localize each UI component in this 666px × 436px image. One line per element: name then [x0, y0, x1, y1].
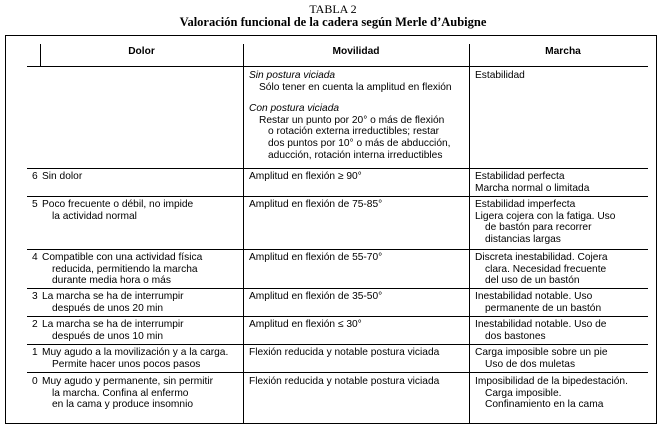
dolor-cell — [42, 376, 213, 411]
cell-line: Poco frecuente o débil, no impide — [42, 199, 194, 210]
marcha-cell — [475, 347, 608, 370]
column-header-movilidad: Movilidad — [332, 46, 380, 57]
cell-line: del uso de un bastón — [485, 275, 580, 287]
marcha-cell — [475, 252, 608, 287]
column-divider — [469, 44, 470, 424]
score: 5 — [32, 199, 38, 210]
cell-line: Estabilidad perfecta — [475, 171, 565, 182]
score: 6 — [32, 171, 38, 182]
cell-line: dos bastones — [485, 330, 546, 342]
intro-heading: Con postura viciada — [249, 103, 340, 115]
movilidad-cell: Flexión reducida y notable postura viciada — [249, 376, 440, 387]
header-rule — [27, 66, 648, 67]
movilidad-intro — [249, 70, 452, 161]
cell-line: Carga imposible. — [485, 387, 562, 399]
movilidad-cell: Amplitud en flexión ≥ 90° — [249, 171, 362, 182]
cell-line: de bastón para recorrer — [485, 222, 592, 234]
row-rule — [27, 288, 648, 289]
cell-line: Confinamiento en la cama — [485, 399, 604, 411]
movilidad-cell: Amplitud en flexión de 35-50° — [249, 291, 383, 302]
dolor-cell — [42, 171, 82, 183]
marcha-cell — [475, 171, 589, 194]
intro-line: o rotación externa irreductibles; restar — [268, 126, 440, 138]
row-rule — [27, 249, 648, 250]
score: 4 — [32, 252, 38, 263]
score: 3 — [32, 291, 38, 302]
cell-line: la actividad normal — [52, 210, 137, 222]
cell-line: Uso de dos muletas — [485, 358, 576, 370]
cell-line: durante media hora o más — [52, 275, 171, 287]
table-label: TABLA 2 — [309, 2, 357, 16]
column-header-marcha: Marcha — [545, 46, 581, 57]
movilidad-cell: Amplitud en flexión de 75-85° — [249, 199, 383, 210]
cell-line: Estabilidad imperfecta — [475, 199, 576, 210]
cell-line: Imposibilidad de la bipedestación. — [475, 376, 628, 387]
column-header-dolor: Dolor — [128, 46, 155, 57]
dolor-cell — [42, 319, 184, 342]
marcha-cell — [475, 199, 615, 245]
row-rule — [27, 196, 648, 197]
movilidad-cell: Amplitud en flexión de 55-70° — [249, 252, 383, 263]
cell-line: después de unos 10 min — [52, 330, 164, 342]
dolor-cell — [42, 347, 228, 370]
cell-line: Inestabilidad notable. Uso — [475, 291, 593, 302]
row-rule — [27, 168, 648, 169]
cell-line: reducida, permitiendo la marcha — [52, 263, 198, 275]
dolor-cell — [42, 252, 202, 287]
score: 1 — [32, 347, 38, 358]
movilidad-cell: Flexión reducida y notable postura viciada — [249, 347, 440, 358]
dolor-cell — [42, 199, 193, 222]
marcha-cell — [475, 376, 628, 411]
cell-line: distancias largas — [485, 233, 561, 245]
intro-line: Sólo tener en cuenta la amplitud en flexión — [259, 81, 452, 93]
marcha-cell — [475, 291, 601, 314]
intro-line: aducción, rotación interna irreductibles — [268, 149, 443, 161]
table-heading: Valoración funcional de la cadera según Merle d’Aubigne — [179, 15, 487, 29]
column-divider — [243, 44, 244, 424]
cell-line: Permite hacer unos pocos pasos — [52, 358, 201, 370]
movilidad-cell: Amplitud en flexión ≤ 30° — [249, 319, 362, 330]
cell-line: Muy agudo a la movilización y a la carga. — [42, 347, 229, 358]
header-tick — [40, 44, 41, 66]
cell-line: Inestabilidad notable. Uso de — [475, 319, 607, 330]
intro-line: Restar un punto por 20° o más de flexión — [259, 114, 445, 126]
cell-line: Marcha normal o limitada — [475, 182, 590, 194]
cell-line: Carga imposible sobre un pie — [475, 347, 608, 358]
marcha-intro: Estabilidad — [475, 70, 525, 81]
intro-line: dos puntos por 10° o más de abducción, — [268, 137, 451, 149]
cell-line: Ligera cojera con la fatiga. Uso — [475, 210, 616, 222]
cell-line: clara. Necesidad frecuente — [485, 263, 607, 275]
row-rule — [27, 372, 648, 373]
cell-line: Compatible con una actividad física — [42, 252, 203, 263]
intro-heading: Sin postura viciada — [249, 70, 336, 81]
cell-line: permanente de un bastón — [485, 302, 602, 314]
cell-line: en la cama y produce insomnio — [52, 399, 194, 411]
cell-line: Sin dolor — [42, 171, 83, 182]
cell-line: Muy agudo y permanente, sin permitir — [42, 376, 214, 387]
cell-line: Discreta inestabilidad. Cojera — [475, 252, 608, 263]
cell-line: después de unos 20 min — [52, 302, 164, 314]
row-rule — [27, 344, 648, 345]
dolor-cell — [42, 291, 184, 314]
cell-line: la marcha. Confina al enfermo — [52, 387, 189, 399]
row-rule — [27, 316, 648, 317]
cell-line: La marcha se ha de interrumpir — [42, 319, 184, 330]
cell-line: La marcha se ha de interrumpir — [42, 291, 184, 302]
marcha-cell — [475, 319, 606, 342]
score: 2 — [32, 319, 38, 330]
score: 0 — [32, 376, 38, 387]
